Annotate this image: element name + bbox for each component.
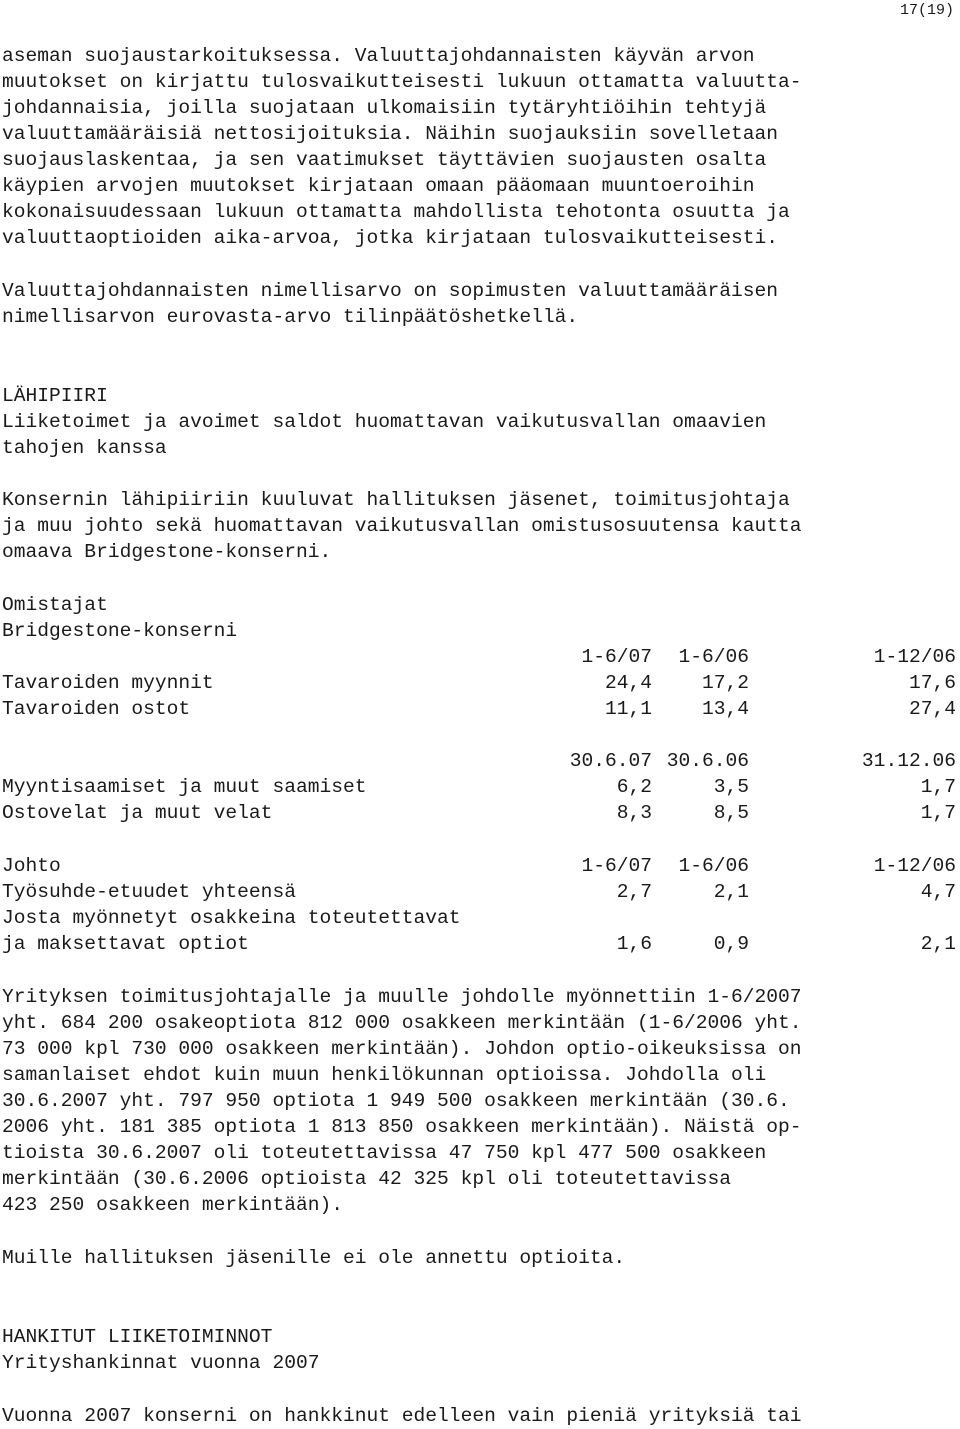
column-header: 1-6/06 <box>678 855 749 877</box>
column-header: 31.12.06 <box>861 750 956 772</box>
section-heading-related-parties: LÄHIPIIRI <box>2 385 108 407</box>
paragraph-line: aseman suojaustarkoituksessa. Valuuttajohdannaisten käyvän arvon <box>2 45 755 67</box>
section-subheading: Liiketoimet ja avoimet saldot huomattavan vaikutusvallan omaavien <box>2 411 767 433</box>
row-label: ja maksettavat optiot <box>2 933 249 955</box>
table-cell: 2,7 <box>616 881 652 903</box>
paragraph-line: Muille hallituksen jäsenille ei ole annettu optioita. <box>2 1247 626 1269</box>
paragraph-line: nimellisarvon eurovasta-arvo tilinpäätöshetkellä. <box>2 306 579 328</box>
table-cell: 8,5 <box>713 802 749 824</box>
table-cell: 6,2 <box>616 776 652 798</box>
page-number: 17(19) <box>899 2 954 19</box>
table-cell: 4,7 <box>920 881 956 903</box>
paragraph-line: valuuttaoptioiden aika-arvoa, jotka kirjataan tulosvaikutteisesti. <box>2 227 779 249</box>
paragraph-line: samanlaiset ehdot kuin muun henkilökunnan optioissa. Johdolla oli <box>2 1064 767 1086</box>
paragraph-line: 423 250 osakkeen merkintään). <box>2 1194 343 1216</box>
row-label: Ostovelat ja muut velat <box>2 802 273 824</box>
column-header: 1-12/06 <box>873 646 956 668</box>
paragraph-line: valuuttamääräisiä nettosijoituksia. Näihin suojauksiin sovelletaan <box>2 123 779 145</box>
table-cell: 17,6 <box>908 672 956 694</box>
row-label: Tavaroiden ostot <box>2 698 191 720</box>
paragraph-line: omaava Bridgestone-konserni. <box>2 541 332 563</box>
paragraph-line: kokonaisuudessaan lukuun ottamatta mahdollista tehotonta osuutta ja <box>2 201 790 223</box>
column-header: 1-6/06 <box>678 646 749 668</box>
table-cell: 2,1 <box>920 933 956 955</box>
row-label: Myyntisaamiset ja muut saamiset <box>2 776 367 798</box>
table-cell: 8,3 <box>616 802 652 824</box>
paragraph-line: käypien arvojen muutokset kirjataan omaan pääomaan muuntoeroihin <box>2 175 755 197</box>
section-subheading: Yrityshankinnat vuonna 2007 <box>2 1352 320 1374</box>
paragraph-line: 30.6.2007 yht. 797 950 optiota 1 949 500 osakkeen merkintään (30.6. <box>2 1090 790 1112</box>
paragraph-line: johdannaisia, joilla suojataan ulkomaisiin tytäryhtiöihin tehtyjä <box>2 97 767 119</box>
table-cell: 24,4 <box>604 672 652 694</box>
table-cell: 1,7 <box>920 802 956 824</box>
paragraph-line: yht. 684 200 osakeoptiota 812 000 osakkeen merkintään (1-6/2006 yht. <box>2 1012 802 1034</box>
column-header: 1-6/07 <box>581 646 652 668</box>
owners-label: Omistajat <box>2 594 108 616</box>
row-label: Josta myönnetyt osakkeina toteutettavat <box>2 907 461 929</box>
paragraph-line: Konsernin lähipiiriin kuuluvat hallituksen jäsenet, toimitusjohtaja <box>2 489 790 511</box>
row-label: Työsuhde-etuudet yhteensä <box>2 881 296 903</box>
paragraph-line: merkintään (30.6.2006 optioista 42 325 kpl oli toteutettavissa <box>2 1168 732 1190</box>
paragraph-line: 2006 yht. 181 385 optiota 1 813 850 osakkeen merkintään). Näistä op- <box>2 1116 802 1138</box>
owners-group-name: Bridgestone-konserni <box>2 620 238 642</box>
table-cell: 0,9 <box>713 933 749 955</box>
paragraph-line: Valuuttajohdannaisten nimellisarvo on sopimusten valuuttamääräisen <box>2 280 779 302</box>
paragraph-line: muutokset on kirjattu tulosvaikutteisesti lukuun ottamatta valuutta- <box>2 71 802 93</box>
column-header: 30.6.06 <box>666 750 749 772</box>
paragraph-line: ja muu johto sekä huomattavan vaikutusvallan omistusosuutensa kautta <box>2 515 802 537</box>
table-cell: 1,7 <box>920 776 956 798</box>
table-cell: 2,1 <box>713 881 749 903</box>
column-header: 1-12/06 <box>873 855 956 877</box>
column-header: 1-6/07 <box>581 855 652 877</box>
paragraph-line: suojauslaskentaa, ja sen vaatimukset täyttävien suojausten osalta <box>2 149 767 171</box>
section-subheading: tahojen kanssa <box>2 437 167 459</box>
paragraph-line: Yrityksen toimitusjohtajalle ja muulle johdolle myönnettiin 1-6/2007 <box>2 986 802 1008</box>
column-header: 30.6.07 <box>569 750 652 772</box>
table-cell: 1,6 <box>616 933 652 955</box>
table-cell: 11,1 <box>604 698 652 720</box>
row-label: Tavaroiden myynnit <box>2 672 214 694</box>
paragraph-line: 73 000 kpl 730 000 osakkeen merkintään). Johdon optio-oikeuksissa on <box>2 1038 802 1060</box>
management-label: Johto <box>2 855 61 877</box>
table-cell: 3,5 <box>713 776 749 798</box>
table-cell: 13,4 <box>701 698 749 720</box>
section-heading-acquisitions: HANKITUT LIIKETOIMINNOT <box>2 1326 273 1348</box>
table-cell: 27,4 <box>908 698 956 720</box>
table-cell: 17,2 <box>701 672 749 694</box>
paragraph-line: tioista 30.6.2007 oli toteutettavissa 47 750 kpl 477 500 osakkeen <box>2 1142 767 1164</box>
paragraph-line: Vuonna 2007 konserni on hankkinut edelleen vain pieniä yrityksiä tai <box>2 1405 802 1427</box>
